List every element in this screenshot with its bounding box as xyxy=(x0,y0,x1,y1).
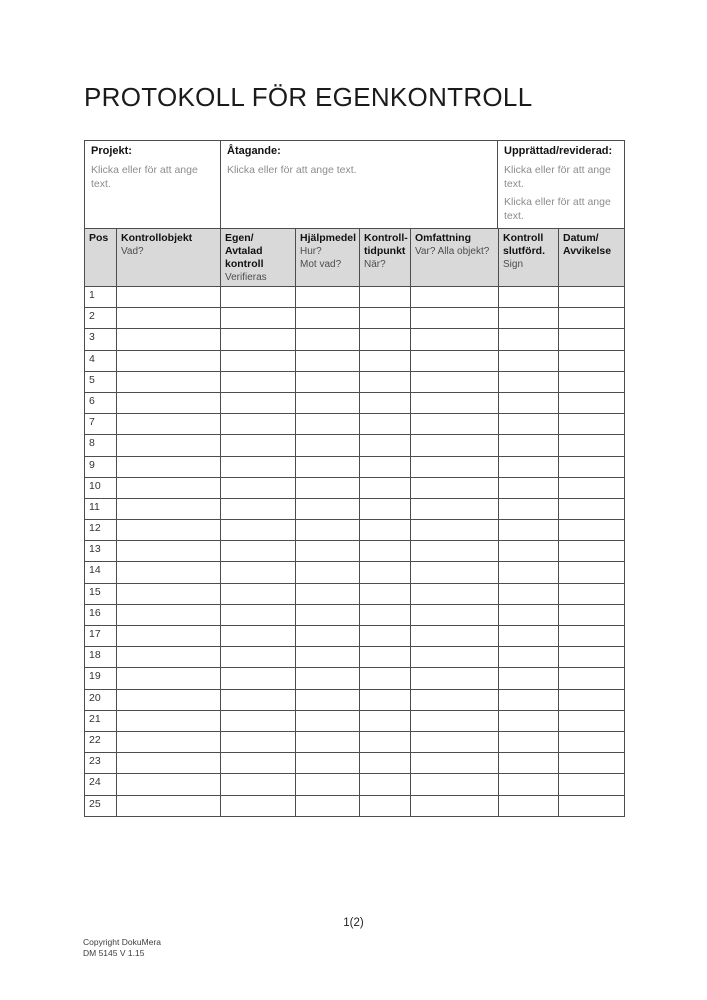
empty-cell[interactable] xyxy=(296,541,360,562)
empty-cell[interactable] xyxy=(360,308,411,329)
empty-cell[interactable] xyxy=(499,329,559,350)
empty-cell[interactable] xyxy=(499,731,559,752)
empty-cell[interactable] xyxy=(499,583,559,604)
empty-cell[interactable] xyxy=(117,350,221,371)
empty-cell[interactable] xyxy=(499,520,559,541)
table-row xyxy=(85,668,625,689)
empty-cell[interactable] xyxy=(499,308,559,329)
empty-cell[interactable] xyxy=(117,498,221,519)
control-table xyxy=(84,228,625,817)
table-row xyxy=(85,753,625,774)
empty-cell[interactable] xyxy=(499,562,559,583)
row-number: 23 xyxy=(85,753,117,774)
empty-cell[interactable] xyxy=(559,541,625,562)
empty-cell[interactable] xyxy=(117,414,221,435)
projekt-placeholder[interactable]: Klicka eller för att ange text. xyxy=(91,164,198,190)
empty-cell[interactable] xyxy=(499,371,559,392)
empty-cell[interactable] xyxy=(296,583,360,604)
upprattad-placeholder-2[interactable]: Klicka eller för att ange text. xyxy=(504,196,611,222)
empty-cell[interactable] xyxy=(221,689,296,710)
empty-cell[interactable] xyxy=(411,668,499,689)
table-row xyxy=(85,795,625,816)
empty-cell[interactable] xyxy=(411,753,499,774)
col-header-kontrolltidpunkt: Kontroll-tidpunkt När? xyxy=(360,229,411,287)
table-row xyxy=(85,774,625,795)
empty-cell[interactable] xyxy=(499,541,559,562)
row-number: 13 xyxy=(85,541,117,562)
empty-cell[interactable] xyxy=(360,774,411,795)
empty-cell[interactable] xyxy=(499,753,559,774)
empty-cell[interactable] xyxy=(221,583,296,604)
col-header-hjalpmedel: Hjälpmedel Hur? Mot vad? xyxy=(296,229,360,287)
empty-cell[interactable] xyxy=(499,668,559,689)
empty-cell[interactable] xyxy=(117,753,221,774)
atagande-placeholder[interactable]: Klicka eller för att ange text. xyxy=(227,164,357,176)
empty-cell[interactable] xyxy=(411,477,499,498)
empty-cell[interactable] xyxy=(221,477,296,498)
table-row xyxy=(85,287,625,308)
table-row xyxy=(85,626,625,647)
empty-cell[interactable] xyxy=(559,414,625,435)
empty-cell[interactable] xyxy=(499,689,559,710)
empty-cell[interactable] xyxy=(411,626,499,647)
empty-cell[interactable] xyxy=(411,710,499,731)
empty-cell[interactable] xyxy=(296,477,360,498)
empty-cell[interactable] xyxy=(221,350,296,371)
empty-cell[interactable] xyxy=(117,795,221,816)
empty-cell[interactable] xyxy=(411,308,499,329)
empty-cell[interactable] xyxy=(360,710,411,731)
empty-cell[interactable] xyxy=(360,753,411,774)
col-header-kontroll-slutford: Kontroll slutförd. Sign xyxy=(499,229,559,287)
row-number: 18 xyxy=(85,647,117,668)
empty-cell[interactable] xyxy=(411,541,499,562)
empty-cell[interactable] xyxy=(559,774,625,795)
empty-cell[interactable] xyxy=(559,477,625,498)
empty-cell[interactable] xyxy=(296,604,360,625)
empty-cell[interactable] xyxy=(117,287,221,308)
empty-cell[interactable] xyxy=(559,520,625,541)
empty-cell[interactable] xyxy=(296,647,360,668)
table-row xyxy=(85,731,625,752)
table-row xyxy=(85,498,625,519)
empty-cell[interactable] xyxy=(221,626,296,647)
empty-cell[interactable] xyxy=(221,392,296,413)
row-number: 19 xyxy=(85,668,117,689)
empty-cell[interactable] xyxy=(559,689,625,710)
empty-cell[interactable] xyxy=(117,562,221,583)
empty-cell[interactable] xyxy=(559,456,625,477)
table-row xyxy=(85,562,625,583)
table-row xyxy=(85,308,625,329)
table-row xyxy=(85,350,625,371)
empty-cell[interactable] xyxy=(411,731,499,752)
atagande-cell xyxy=(221,141,498,229)
empty-cell[interactable] xyxy=(117,668,221,689)
empty-cell[interactable] xyxy=(221,329,296,350)
row-number: 25 xyxy=(85,795,117,816)
empty-cell[interactable] xyxy=(360,562,411,583)
empty-cell[interactable] xyxy=(296,731,360,752)
col-header-omfattning: Omfattning Var? Alla objekt? xyxy=(411,229,499,287)
empty-cell[interactable] xyxy=(296,710,360,731)
empty-cell[interactable] xyxy=(559,626,625,647)
header-row xyxy=(85,229,625,287)
empty-cell[interactable] xyxy=(360,371,411,392)
empty-cell[interactable] xyxy=(117,604,221,625)
empty-cell[interactable] xyxy=(117,456,221,477)
empty-cell[interactable] xyxy=(411,795,499,816)
empty-cell[interactable] xyxy=(117,392,221,413)
empty-cell[interactable] xyxy=(296,371,360,392)
copyright-line-2: DM 5145 V 1.15 xyxy=(83,947,145,958)
row-number: 15 xyxy=(85,583,117,604)
upprattad-cell xyxy=(498,141,625,229)
empty-cell[interactable] xyxy=(559,668,625,689)
empty-cell[interactable] xyxy=(296,308,360,329)
empty-cell[interactable] xyxy=(360,668,411,689)
row-number: 22 xyxy=(85,731,117,752)
table-row xyxy=(85,392,625,413)
empty-cell[interactable] xyxy=(411,287,499,308)
empty-cell[interactable] xyxy=(499,414,559,435)
empty-cell[interactable] xyxy=(296,753,360,774)
table-row xyxy=(85,541,625,562)
empty-cell[interactable] xyxy=(411,498,499,519)
empty-cell[interactable] xyxy=(360,456,411,477)
empty-cell[interactable] xyxy=(117,477,221,498)
row-number: 8 xyxy=(85,435,117,456)
empty-cell[interactable] xyxy=(221,647,296,668)
empty-cell[interactable] xyxy=(117,626,221,647)
row-number: 14 xyxy=(85,562,117,583)
empty-cell[interactable] xyxy=(117,689,221,710)
empty-cell[interactable] xyxy=(296,774,360,795)
project-info-table xyxy=(84,140,625,229)
empty-cell[interactable] xyxy=(559,350,625,371)
row-number: 16 xyxy=(85,604,117,625)
empty-cell[interactable] xyxy=(360,689,411,710)
empty-cell[interactable] xyxy=(117,520,221,541)
empty-cell[interactable] xyxy=(559,562,625,583)
col-header-datum-avvikelse: Datum/ Avvikelse xyxy=(559,229,625,287)
col-header-egen-avtalad-kontroll: Egen/ Avtalad kontroll Verifieras xyxy=(221,229,296,287)
empty-cell[interactable] xyxy=(559,287,625,308)
empty-cell[interactable] xyxy=(296,668,360,689)
empty-cell[interactable] xyxy=(559,731,625,752)
projekt-label: Projekt: xyxy=(91,145,132,157)
row-number: 10 xyxy=(85,477,117,498)
table-row xyxy=(85,520,625,541)
empty-cell[interactable] xyxy=(499,287,559,308)
row-number: 5 xyxy=(85,371,117,392)
empty-cell[interactable] xyxy=(411,392,499,413)
empty-cell[interactable] xyxy=(360,583,411,604)
empty-cell[interactable] xyxy=(411,562,499,583)
empty-cell[interactable] xyxy=(360,287,411,308)
copyright-line-1: Copyright DokuMera xyxy=(83,937,161,947)
empty-cell[interactable] xyxy=(499,710,559,731)
empty-cell[interactable] xyxy=(411,774,499,795)
row-number: 17 xyxy=(85,626,117,647)
table-row xyxy=(85,710,625,731)
empty-cell[interactable] xyxy=(221,668,296,689)
empty-cell[interactable] xyxy=(221,287,296,308)
empty-cell[interactable] xyxy=(360,435,411,456)
empty-cell[interactable] xyxy=(411,435,499,456)
empty-cell[interactable] xyxy=(559,329,625,350)
empty-cell[interactable] xyxy=(221,520,296,541)
row-number: 3 xyxy=(85,329,117,350)
empty-cell[interactable] xyxy=(296,287,360,308)
row-number: 9 xyxy=(85,456,117,477)
empty-cell[interactable] xyxy=(559,308,625,329)
empty-cell[interactable] xyxy=(499,795,559,816)
upprattad-placeholder-1[interactable]: Klicka eller för att ange text. xyxy=(504,164,611,190)
empty-cell[interactable] xyxy=(559,435,625,456)
empty-cell[interactable] xyxy=(559,795,625,816)
table-row xyxy=(85,689,625,710)
empty-cell[interactable] xyxy=(360,392,411,413)
empty-cell[interactable] xyxy=(411,350,499,371)
empty-cell[interactable] xyxy=(360,541,411,562)
row-number: 2 xyxy=(85,308,117,329)
empty-cell[interactable] xyxy=(360,647,411,668)
empty-cell[interactable] xyxy=(411,583,499,604)
empty-cell[interactable] xyxy=(499,435,559,456)
empty-cell[interactable] xyxy=(296,414,360,435)
table-row xyxy=(85,604,625,625)
empty-cell[interactable] xyxy=(221,308,296,329)
empty-cell[interactable] xyxy=(221,498,296,519)
empty-cell[interactable] xyxy=(296,626,360,647)
row-number: 12 xyxy=(85,520,117,541)
row-number: 1 xyxy=(85,287,117,308)
empty-cell[interactable] xyxy=(296,689,360,710)
row-number: 7 xyxy=(85,414,117,435)
copyright-notice xyxy=(83,937,161,958)
empty-cell[interactable] xyxy=(360,604,411,625)
empty-cell[interactable] xyxy=(360,329,411,350)
empty-cell[interactable] xyxy=(559,710,625,731)
empty-cell[interactable] xyxy=(411,689,499,710)
empty-cell[interactable] xyxy=(360,626,411,647)
empty-cell[interactable] xyxy=(411,604,499,625)
empty-cell[interactable] xyxy=(296,329,360,350)
empty-cell[interactable] xyxy=(117,435,221,456)
empty-cell[interactable] xyxy=(296,456,360,477)
row-number: 21 xyxy=(85,710,117,731)
empty-cell[interactable] xyxy=(499,456,559,477)
row-number: 11 xyxy=(85,498,117,519)
empty-cell[interactable] xyxy=(117,541,221,562)
empty-cell[interactable] xyxy=(117,371,221,392)
empty-cell[interactable] xyxy=(360,520,411,541)
empty-cell[interactable] xyxy=(117,710,221,731)
empty-cell[interactable] xyxy=(117,731,221,752)
empty-cell[interactable] xyxy=(411,371,499,392)
table-row xyxy=(85,583,625,604)
table-row xyxy=(85,456,625,477)
table-row xyxy=(85,435,625,456)
empty-cell[interactable] xyxy=(499,626,559,647)
empty-cell[interactable] xyxy=(411,414,499,435)
empty-cell[interactable] xyxy=(559,371,625,392)
empty-cell[interactable] xyxy=(296,562,360,583)
empty-cell[interactable] xyxy=(221,731,296,752)
row-number: 4 xyxy=(85,350,117,371)
info-row xyxy=(85,141,625,229)
empty-cell[interactable] xyxy=(559,392,625,413)
empty-cell[interactable] xyxy=(411,329,499,350)
empty-cell[interactable] xyxy=(296,435,360,456)
empty-cell[interactable] xyxy=(221,710,296,731)
empty-cell[interactable] xyxy=(411,456,499,477)
empty-cell[interactable] xyxy=(360,414,411,435)
empty-cell[interactable] xyxy=(360,795,411,816)
row-number: 24 xyxy=(85,774,117,795)
empty-cell[interactable] xyxy=(117,329,221,350)
empty-cell[interactable] xyxy=(559,498,625,519)
empty-cell[interactable] xyxy=(221,562,296,583)
empty-cell[interactable] xyxy=(221,604,296,625)
document-title: PROTOKOLL FÖR EGENKONTROLL xyxy=(84,82,533,112)
empty-cell[interactable] xyxy=(117,583,221,604)
empty-cell[interactable] xyxy=(117,647,221,668)
empty-cell[interactable] xyxy=(221,795,296,816)
empty-cell[interactable] xyxy=(559,583,625,604)
empty-cell[interactable] xyxy=(296,392,360,413)
empty-cell[interactable] xyxy=(499,604,559,625)
table-row xyxy=(85,477,625,498)
empty-cell[interactable] xyxy=(411,647,499,668)
empty-cell[interactable] xyxy=(296,520,360,541)
empty-cell[interactable] xyxy=(221,541,296,562)
table-row xyxy=(85,329,625,350)
empty-cell[interactable] xyxy=(499,350,559,371)
empty-cell[interactable] xyxy=(559,647,625,668)
empty-cell[interactable] xyxy=(360,350,411,371)
upprattad-label: Upprättad/reviderad: xyxy=(504,145,613,157)
empty-cell[interactable] xyxy=(499,392,559,413)
col-header-kontrollobjekt: Kontrollobjekt Vad? xyxy=(117,229,221,287)
empty-cell[interactable] xyxy=(360,498,411,519)
table-row xyxy=(85,647,625,668)
projekt-cell xyxy=(85,141,221,229)
empty-cell[interactable] xyxy=(499,498,559,519)
row-number: 20 xyxy=(85,689,117,710)
row-number: 6 xyxy=(85,392,117,413)
empty-cell[interactable] xyxy=(117,308,221,329)
empty-cell[interactable] xyxy=(296,795,360,816)
empty-cell[interactable] xyxy=(117,774,221,795)
table-row xyxy=(85,371,625,392)
empty-cell[interactable] xyxy=(499,774,559,795)
empty-cell[interactable] xyxy=(221,456,296,477)
empty-cell[interactable] xyxy=(559,604,625,625)
empty-cell[interactable] xyxy=(360,731,411,752)
empty-cell[interactable] xyxy=(221,371,296,392)
empty-cell[interactable] xyxy=(411,520,499,541)
col-header-pos: Pos xyxy=(85,229,117,287)
empty-cell[interactable] xyxy=(221,414,296,435)
page-number: 1(2) xyxy=(343,917,364,929)
empty-cell[interactable] xyxy=(221,774,296,795)
empty-cell[interactable] xyxy=(499,477,559,498)
empty-cell[interactable] xyxy=(360,477,411,498)
control-table-body xyxy=(85,287,625,817)
empty-cell[interactable] xyxy=(499,647,559,668)
atagande-label: Åtagande: xyxy=(227,145,281,157)
empty-cell[interactable] xyxy=(296,350,360,371)
empty-cell[interactable] xyxy=(221,753,296,774)
table-row xyxy=(85,414,625,435)
empty-cell[interactable] xyxy=(221,435,296,456)
empty-cell[interactable] xyxy=(296,498,360,519)
empty-cell[interactable] xyxy=(559,753,625,774)
